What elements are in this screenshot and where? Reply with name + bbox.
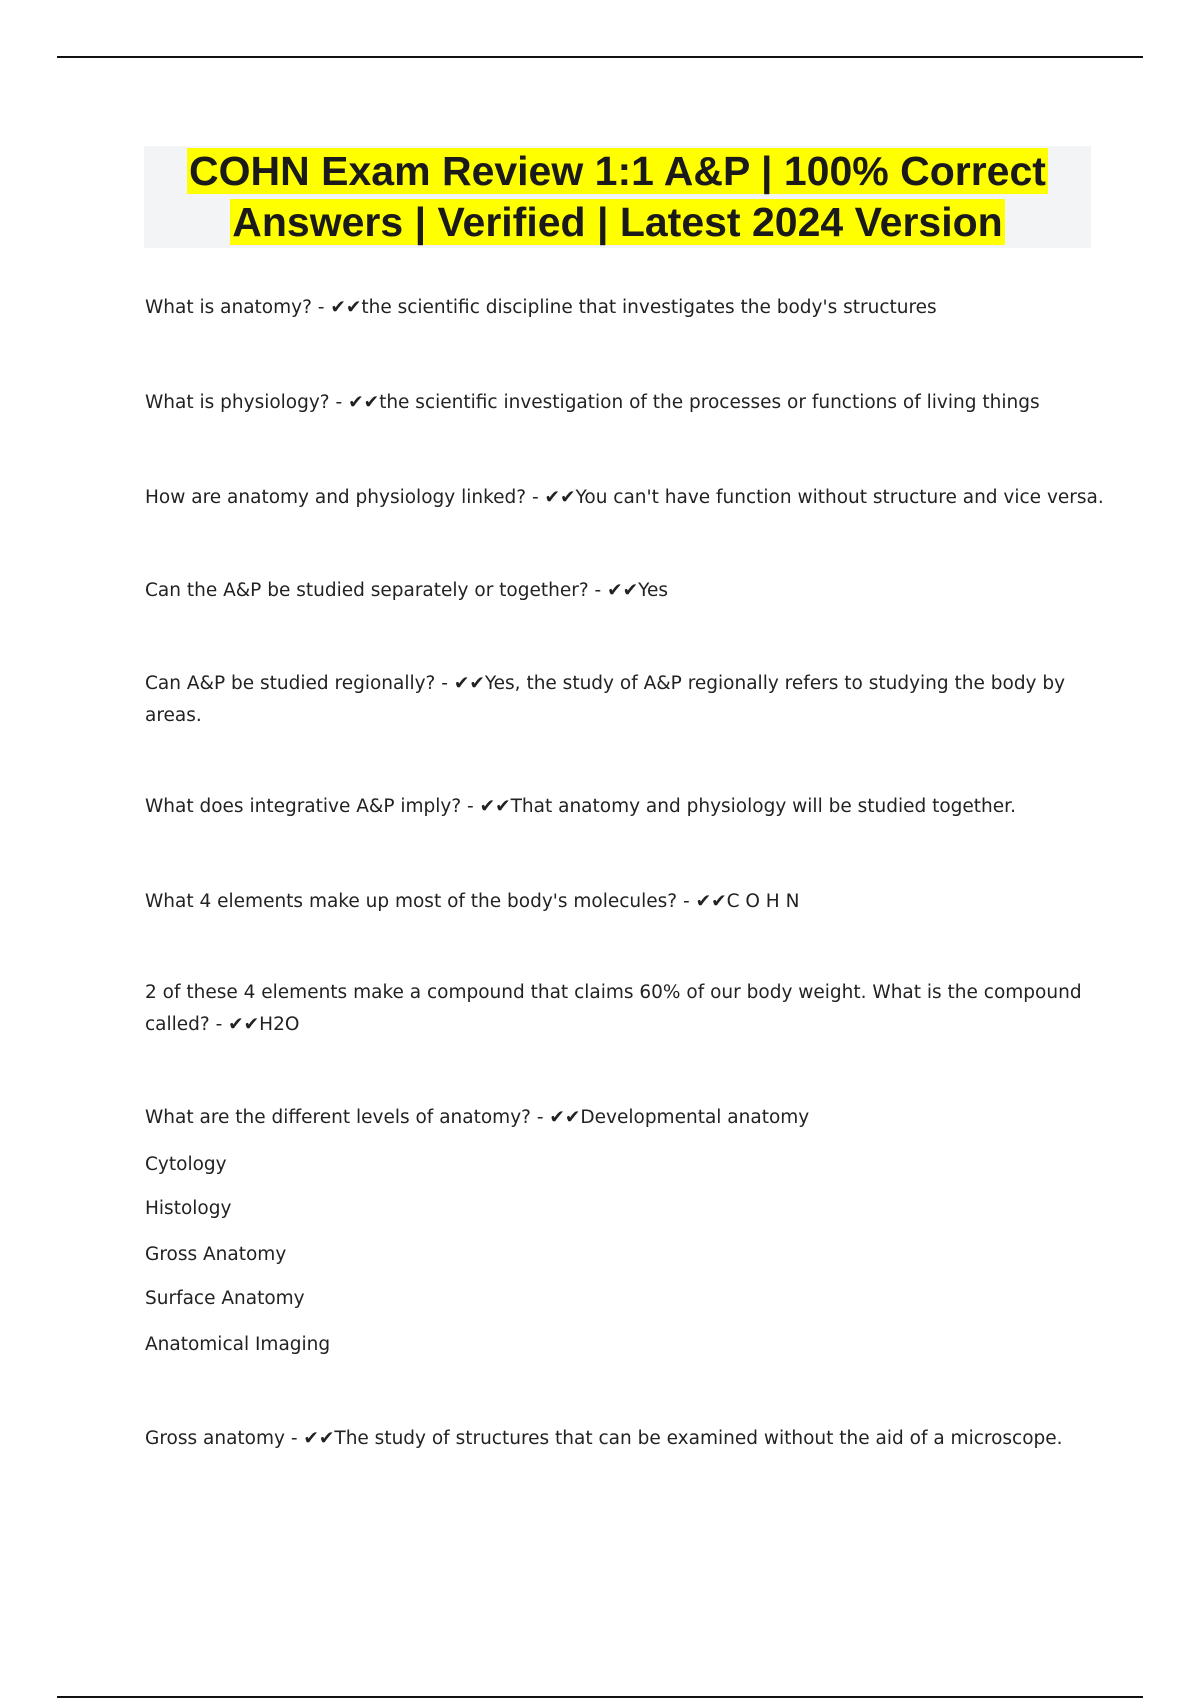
title-highlight-1: COHN Exam Review 1:1 A&P | 100% Correct	[189, 148, 1046, 194]
qa-entry	[145, 292, 1090, 324]
top-rule	[57, 56, 1143, 58]
qa-line: What is anatomy? - ✔✔the scientific discipline that investigates the body's structures	[145, 297, 937, 318]
anatomy-level-item: Anatomical Imaging	[145, 1334, 331, 1355]
qa-entry	[145, 668, 1090, 732]
qa-line: What 4 elements make up most of the body's molecules? - ✔✔C O H N	[145, 891, 800, 912]
qa-line: areas.	[145, 705, 202, 726]
qa-entry	[145, 482, 1104, 514]
title-line-2	[144, 197, 1091, 248]
qa-line: What are the different levels of anatomy? - ✔✔Developmental anatomy	[145, 1107, 810, 1128]
qa-line: called? - ✔✔H2O	[145, 1014, 300, 1035]
qa-entry	[145, 886, 1090, 918]
qa-entry	[145, 387, 1090, 419]
anatomy-level-item: Cytology	[145, 1154, 227, 1175]
qa-entry	[145, 1423, 1090, 1455]
qa-line: What is physiology? - ✔✔the scientific investigation of the processes or functions of living things	[145, 392, 1040, 413]
title-line-1	[144, 146, 1091, 197]
anatomy-level-item: Histology	[145, 1198, 232, 1219]
qa-line: What does integrative A&P imply? - ✔✔That anatomy and physiology will be studied together.	[145, 796, 1016, 817]
qa-entry	[145, 791, 1090, 823]
qa-line: 2 of these 4 elements make a compound that claims 60% of our body weight. What is the compound	[145, 982, 1082, 1003]
qa-line: Gross anatomy - ✔✔The study of structures that can be examined without the aid of a microscope.	[145, 1428, 1063, 1449]
qa-entry	[145, 977, 1090, 1041]
title-highlight-2: Answers | Verified | Latest 2024 Version	[232, 199, 1003, 245]
qa-line: Can A&P be studied regionally? - ✔✔Yes, the study of A&P regionally refers to studying the body by	[145, 673, 1066, 694]
document-title	[144, 146, 1091, 248]
bottom-rule	[57, 1696, 1143, 1698]
anatomy-level-item: Gross Anatomy	[145, 1244, 287, 1265]
qa-line: How are anatomy and physiology linked? - ✔✔You can't have function without structure and vice versa.	[145, 487, 1104, 508]
qa-entry	[145, 1102, 1090, 1134]
qa-entry	[145, 575, 1090, 607]
qa-line: Can the A&P be studied separately or together? - ✔✔Yes	[145, 580, 668, 601]
anatomy-level-item: Surface Anatomy	[145, 1288, 305, 1309]
